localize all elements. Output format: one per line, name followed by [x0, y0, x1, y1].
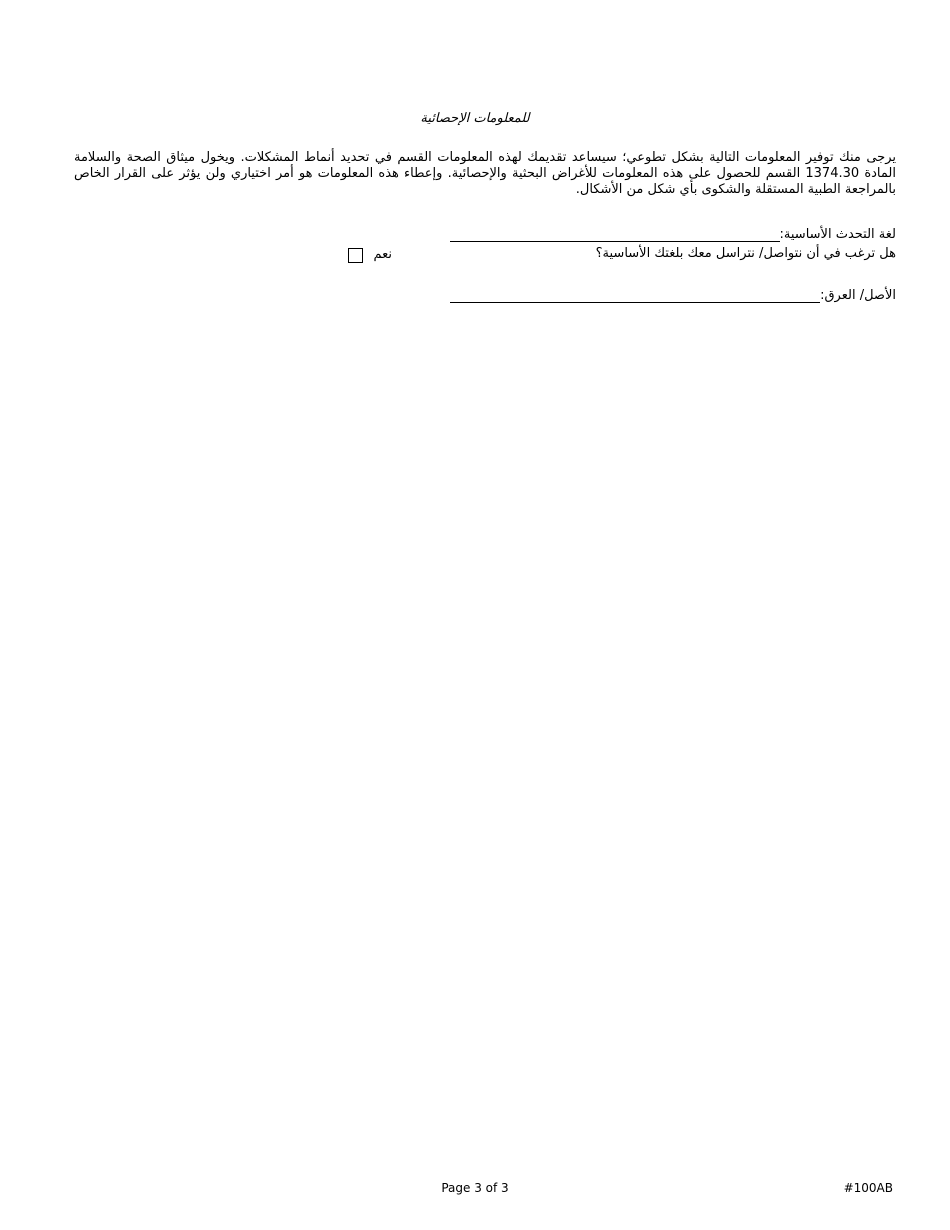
ethnicity-field [450, 286, 896, 304]
contact-language-question: هل ترغب في أن نتواصل/ نتراسل معك بلغتك الأساسية؟ [595, 246, 896, 261]
yes-checkbox[interactable] [348, 248, 363, 263]
intro-paragraph: يرجى منك توفير المعلومات التالية بشكل تطوعي؛ سيساعد تقديمك لهذه المعلومات القسم في تحديد أنماط المشكلات. ويخول ميثاق الصحة والسلامة المادة 1374.30 القسم للحصول على هذه المعلومات للأغراض البحثية والإحصائية. وإعطاء هذه المعلومات هو أمر اختياري ولن يؤثر على القرار الخاص بالمراجعة الطبية المستقلة والشكوى بأي شكل من الأشكال. [74, 150, 896, 197]
ethnicity-input[interactable] [450, 286, 820, 303]
primary-language-label: لغة التحدث الأساسية: [779, 227, 896, 242]
ethnicity-label: الأصل/ العرق: [820, 288, 896, 303]
yes-option [348, 247, 408, 265]
page-title: للمعلومات الإحصائية [420, 111, 530, 126]
primary-language-input[interactable] [450, 225, 780, 242]
page-number: Page 3 of 3 [441, 1181, 509, 1195]
primary-language-field [450, 225, 896, 243]
form-code: #100AB [843, 1181, 893, 1195]
yes-label: نعم [373, 247, 392, 262]
